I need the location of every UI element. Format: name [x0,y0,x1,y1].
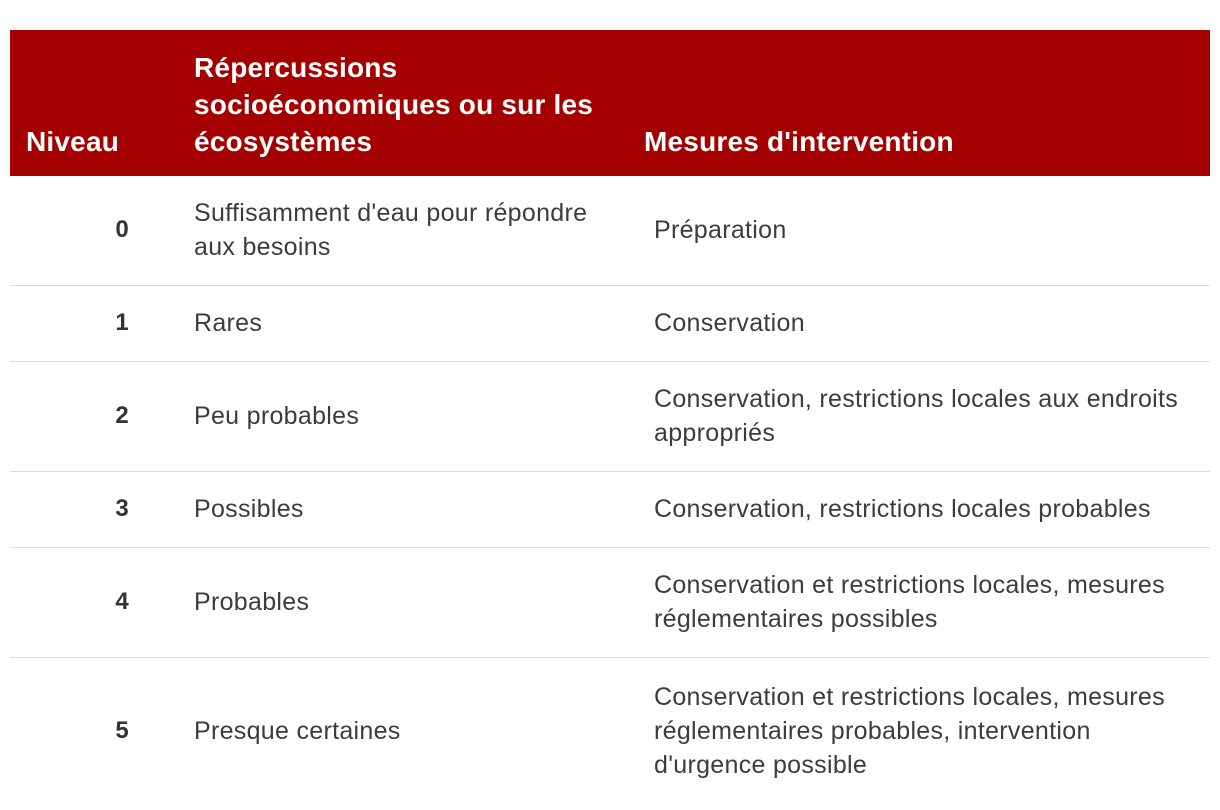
level-cell: 4 [10,547,184,657]
impact-cell: Possibles [184,471,644,547]
impact-cell: Probables [184,547,644,657]
table-body [10,176,1210,805]
header-measures: Mesures d'intervention [644,126,954,157]
measures-cell: Conservation [644,285,1210,361]
measures-cell: Conservation et restrictions locales, mesures réglementaires probables, intervention d'urgence possible [654,683,1165,780]
impact-cell: Peu probables [184,361,644,471]
drought-levels-table [10,30,1210,805]
table-row [10,361,1210,471]
measures-cell: Conservation et restrictions locales, mesures réglementaires possibles [644,547,1210,657]
measures-cell: Préparation [644,176,1210,285]
level-cell: 3 [10,471,184,547]
drought-levels-table-container [10,30,1210,805]
level-cell: 1 [10,285,184,361]
table-row [10,657,1210,805]
impact-cell: Suffisamment d'eau pour répondre aux besoins [184,176,644,285]
header-row [10,30,1210,176]
impact-cell: Rares [184,285,644,361]
level-cell: 2 [10,361,184,471]
table-row [10,176,1210,285]
table-row [10,547,1210,657]
level-cell: 5 [115,717,129,745]
level-cell: 0 [10,176,184,285]
header-level: Niveau [26,126,120,157]
table-row [10,471,1210,547]
measures-cell: Conservation, restrictions locales probables [644,471,1210,547]
header-impact: Répercussions socioéconomiques ou sur les écosystèmes [194,52,594,157]
impact-cell: Presque certaines [194,717,401,746]
measures-cell: Conservation, restrictions locales aux endroits appropriés [644,361,1210,471]
table-header [10,30,1210,176]
table-row [10,285,1210,361]
